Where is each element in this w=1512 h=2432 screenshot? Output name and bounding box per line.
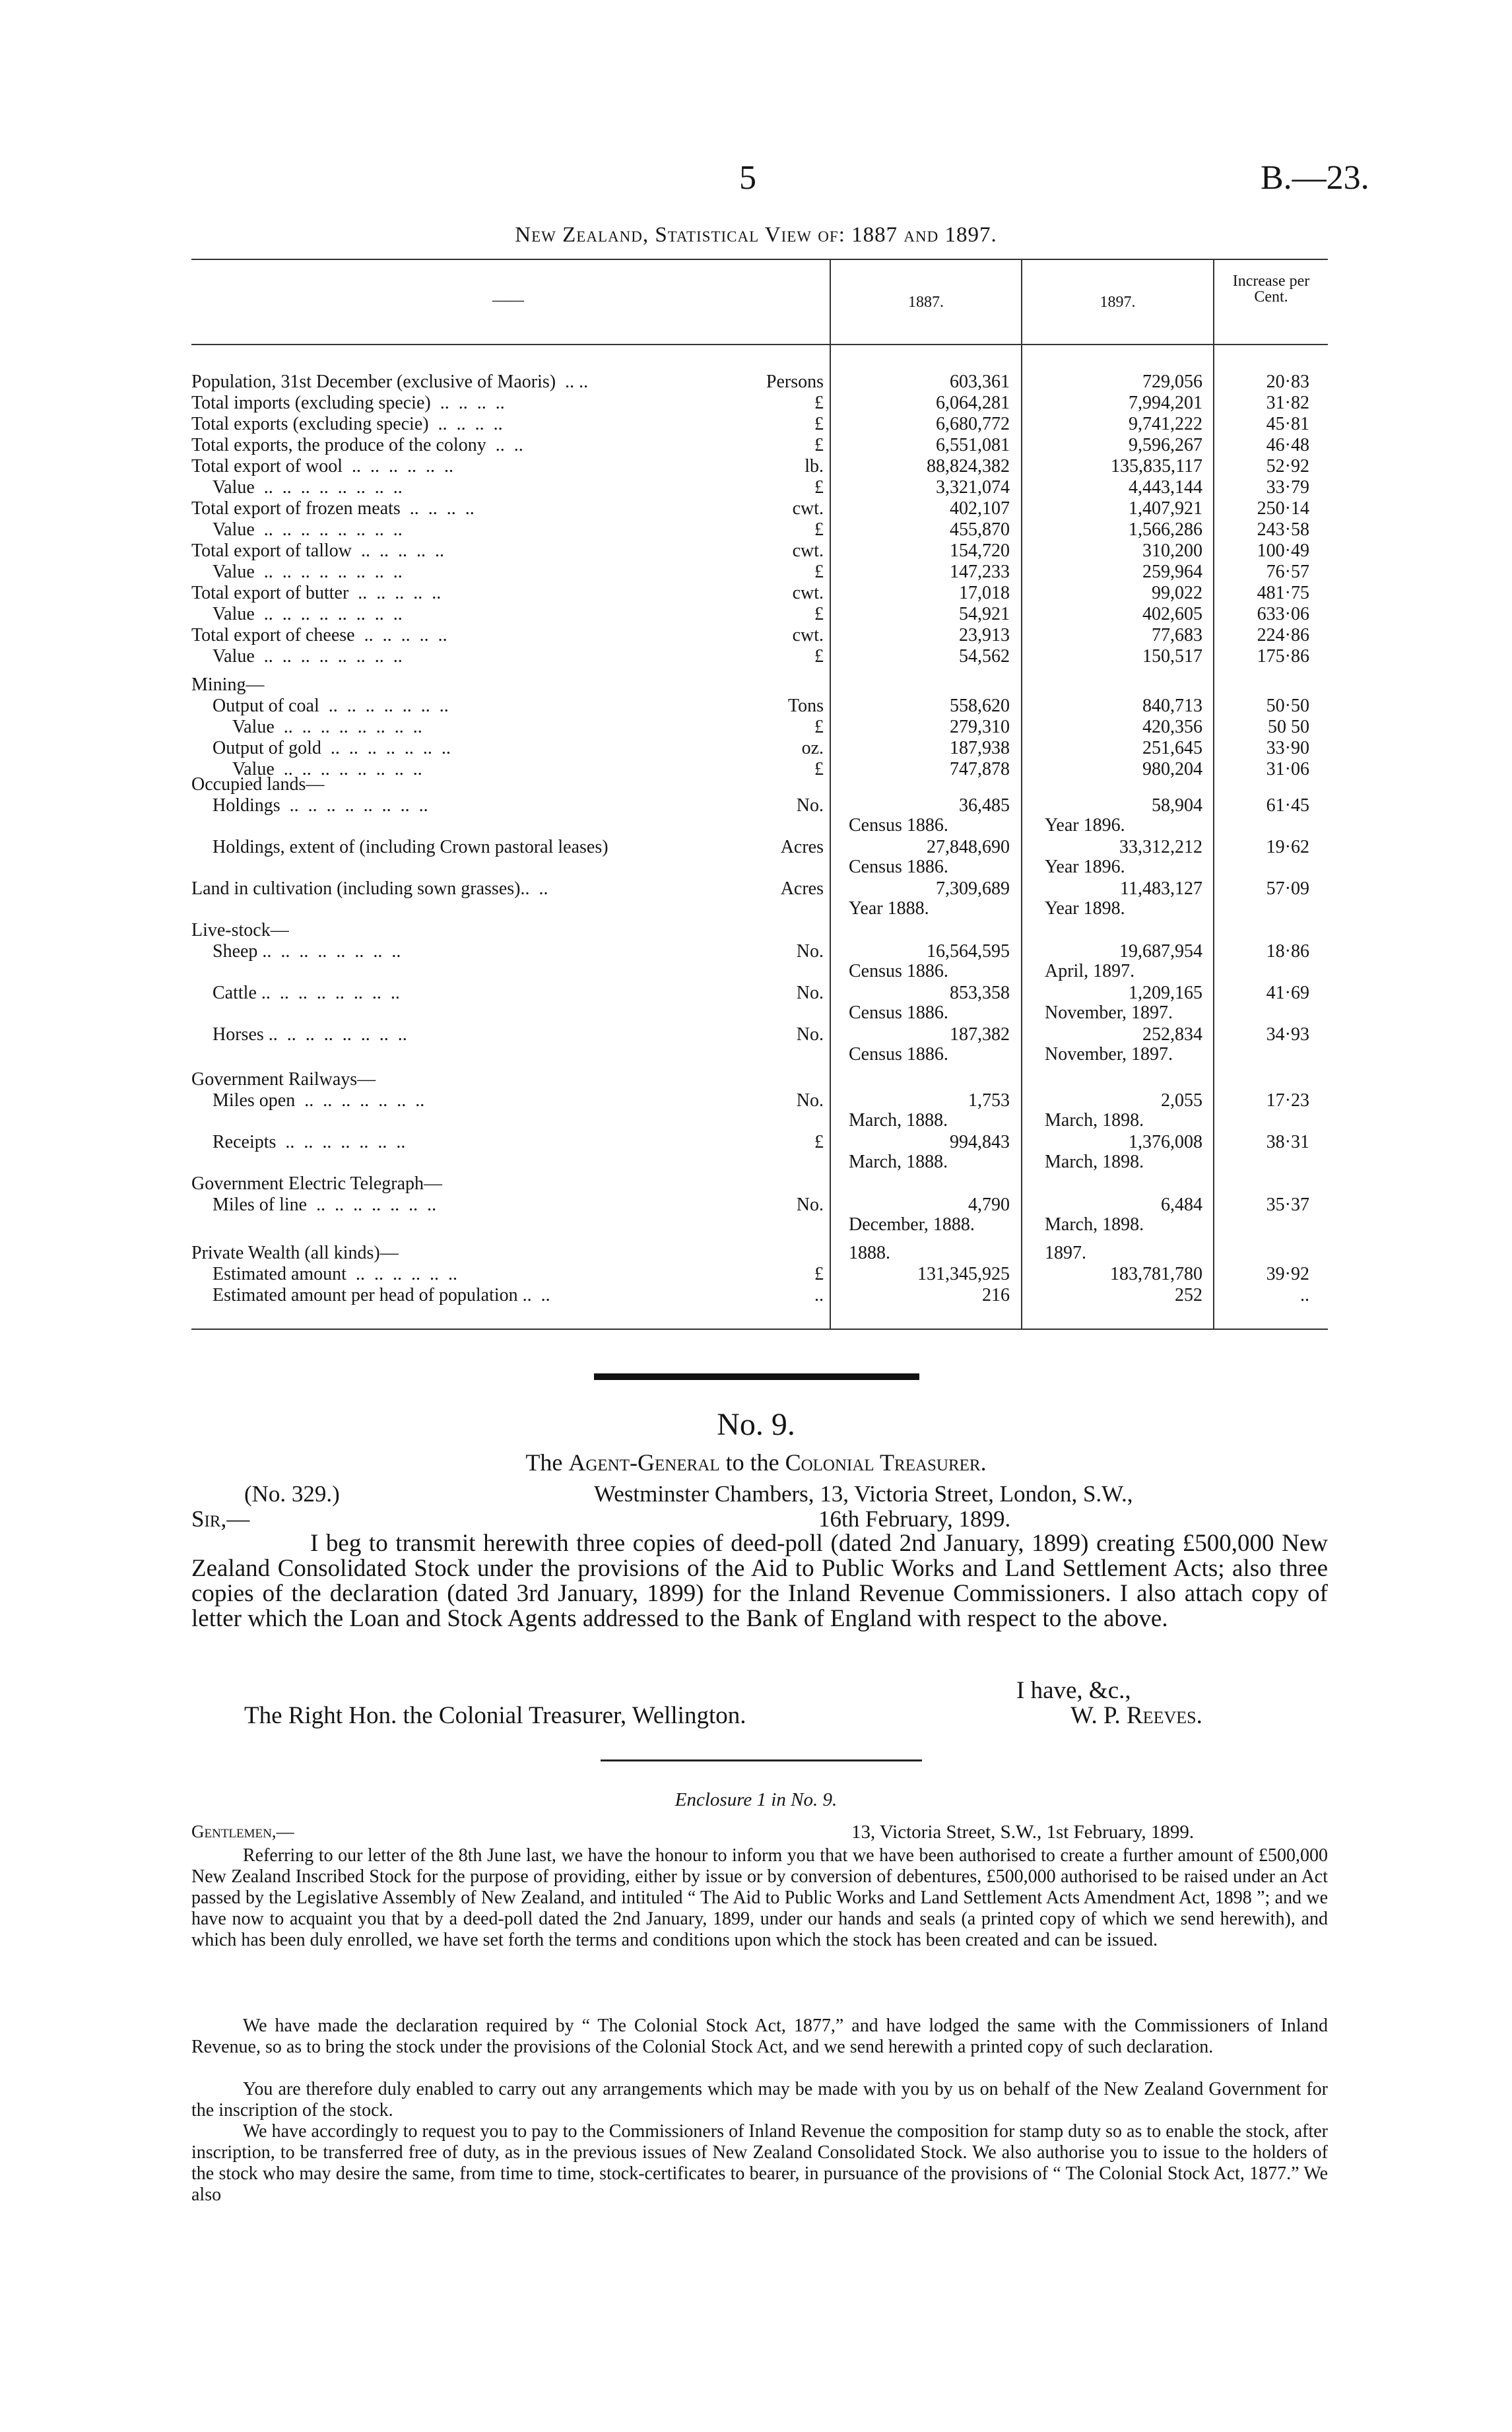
enclosure-salutation: Gentlemen,— — [191, 1822, 294, 1841]
table-row-5-pct: 52·92 — [1266, 456, 1309, 477]
wealth-perhead-row-1887: 216 — [982, 1285, 1010, 1305]
table-row-8-pct: 243·58 — [1257, 519, 1309, 540]
letter-number: No. 9. — [717, 1407, 795, 1442]
railways-receipts-row-1897: 1,376,008 — [1129, 1132, 1202, 1152]
horses-row-source-1887: Census 1886. — [849, 1044, 948, 1065]
mining-row-4-label: Value .. .. .. .. .. .. .. .. — [232, 759, 422, 779]
table-row-5-1897: 135,835,117 — [1111, 456, 1202, 477]
table-row-14-label: Value .. .. .. .. .. .. .. .. — [213, 646, 403, 667]
enclosure-paragraph-3: You are therefore duly enabled to carry out any arrangements which may be made with you by us on behalf of the New Zealand Government for the inscription of the stock. — [191, 2079, 1328, 2120]
enclosure-address: 13, Victoria Street, S.W., 1st February, 1899. — [851, 1822, 1195, 1843]
railways-miles-row-1887: 1,753 — [968, 1090, 1010, 1111]
section-heading-livestock: Live-stock— — [191, 920, 289, 940]
letter-closing: I have, &c., — [1016, 1677, 1131, 1704]
table-row-4-1887: 6,551,081 — [936, 435, 1010, 455]
wealth-perhead-row-1897: 252 — [1175, 1285, 1202, 1305]
holdings-extent-row-unit: Acres — [780, 837, 824, 857]
table-row-13-label: Total export of cheese .. .. .. .. .. — [191, 625, 447, 645]
horses-row-pct: 34·93 — [1266, 1024, 1309, 1045]
mining-row-3-pct: 33·90 — [1266, 738, 1309, 758]
heading-to: Colonial Treasurer. — [785, 1449, 987, 1476]
table-row-12-unit: £ — [814, 604, 824, 624]
table-row-3-1897: 9,741,222 — [1129, 414, 1202, 434]
table-row-14-1897: 150,517 — [1142, 646, 1202, 667]
sheep-row-source-1897: April, 1897. — [1045, 961, 1135, 981]
horses-row-label: Horses .. .. .. .. .. .. .. .. — [213, 1024, 407, 1045]
section-separator-thick — [594, 1373, 919, 1380]
table-row-1-pct: 20·83 — [1266, 372, 1309, 392]
sheep-row-pct: 18·86 — [1266, 941, 1309, 962]
table-row-14-unit: £ — [814, 646, 824, 667]
table-row-9-label: Total export of tallow .. .. .. .. .. — [191, 541, 444, 561]
table-row-6-unit: £ — [814, 477, 824, 498]
table-row-10-1897: 259,964 — [1142, 562, 1202, 582]
table-row-7-1897: 1,407,921 — [1129, 498, 1202, 519]
cultivation-row-label: Land in cultivation (including sown grasses).. .. — [191, 878, 548, 899]
table-row-14-1887: 54,562 — [959, 646, 1010, 667]
table-title: New Zealand, Statistical View of: 1887 and 1897. — [515, 223, 997, 247]
railways-receipts-row-source-1887: March, 1888. — [849, 1152, 948, 1172]
table-row-9-1887: 154,720 — [950, 541, 1010, 561]
table-row-7-1887: 402,107 — [950, 498, 1010, 519]
mining-row-4-1897: 980,204 — [1142, 759, 1202, 779]
telegraph-row-label: Miles of line .. .. .. .. .. .. .. — [213, 1195, 437, 1215]
railways-miles-row-unit: No. — [796, 1090, 824, 1111]
table-row-9-1897: 310,200 — [1142, 541, 1202, 561]
letter-body: I beg to transmit herewith three copies of deed-poll (dated 2nd January, 1899) creating £500,000 New Zealand Consolidated Stock under the provisions of the Aid to Public Works and Land Settlement Acts; also three copies of the declaration (dated 3rd January, 1899) for the Inland Revenue Commissioners. I also attach copy of letter which the Loan and Stock Agents addressed to the Bank of England with respect to the above. — [191, 1530, 1328, 1632]
enclosure-title: Enclosure 1 in No. 9. — [674, 1789, 838, 1810]
sheep-row-source-1887: Census 1886. — [849, 961, 948, 981]
holdings-row-label: Holdings .. .. .. .. .. .. .. .. — [213, 795, 428, 816]
table-row-4-1897: 9,596,267 — [1129, 435, 1202, 455]
mining-row-4-1887: 747,878 — [950, 759, 1010, 779]
table-row-2-label: Total imports (excluding specie) .. .. .. .. — [191, 393, 505, 413]
telegraph-row-source-1897: March, 1898. — [1045, 1214, 1144, 1235]
table-row-7-unit: cwt. — [792, 498, 824, 519]
section-heading-occupied: Occupied lands— — [191, 774, 325, 795]
horses-row-1887: 187,382 — [950, 1024, 1010, 1045]
holdings-row-1897: 58,904 — [1152, 795, 1202, 816]
table-row-3-pct: 45·81 — [1266, 414, 1309, 434]
table-row-11-1887: 17,018 — [959, 583, 1010, 603]
table-row-6-1897: 4,443,144 — [1129, 477, 1202, 498]
enclosure-paragraph-1: Referring to our letter of the 8th June last, we have the honour to inform you that we have been authorised to create a further amount of £500,000 New Zealand Inscribed Stock for the purpose of providing, either by issue or by conversion of debentures, £500,000 authorised to be raised under an Act passed by the Legislative Assembly of New Zealand, and intituled “ The Aid to Public Works and Land Settlement Acts Amendment Act, 1898 ”; and we have now to acquaint you that by a deed-poll dated the 2nd January, 1899, under our hands and seals (a printed copy of which we send herewith), and which has been duly enrolled, we have set forth the terms and conditions upon which the stock has been created and can be issued. — [191, 1845, 1328, 1950]
mining-row-3-label: Output of gold .. .. .. .. .. .. .. — [213, 738, 451, 758]
table-row-13-1897: 77,683 — [1152, 625, 1202, 645]
table-top-rule — [191, 259, 1328, 260]
holdings-extent-row-label: Holdings, extent of (including Crown pastoral leases) — [213, 837, 608, 857]
mining-row-1-unit: Tons — [787, 696, 824, 716]
mining-row-1-1887: 558,620 — [950, 696, 1010, 716]
table-row-7-pct: 250·14 — [1257, 498, 1309, 519]
wealth-estimated-row-unit: £ — [814, 1264, 824, 1284]
table-row-8-1887: 455,870 — [950, 519, 1010, 540]
section-separator-thin — [601, 1759, 922, 1761]
table-row-2-1887: 6,064,281 — [936, 393, 1010, 413]
table-bottom-rule — [191, 1329, 1328, 1330]
holdings-row-1887: 36,485 — [959, 795, 1010, 816]
heading-from: Agent-General — [568, 1449, 720, 1476]
table-row-10-unit: £ — [814, 562, 824, 582]
wealth-perhead-row-pct: .. — [1300, 1285, 1309, 1305]
holdings-extent-row-pct: 19·62 — [1266, 837, 1309, 857]
table-row-11-pct: 481·75 — [1257, 583, 1309, 603]
table-row-13-pct: 224·86 — [1257, 625, 1309, 645]
section-heading-telegraph: Government Electric Telegraph— — [191, 1173, 443, 1194]
cattle-row-1897: 1,209,165 — [1129, 983, 1202, 1003]
table-row-8-1897: 1,566,286 — [1129, 519, 1202, 540]
cultivation-row-source-1887: Year 1888. — [849, 898, 929, 919]
holdings-extent-row-source-1897: Year 1896. — [1045, 857, 1125, 877]
cattle-row-label: Cattle .. .. .. .. .. .. .. .. — [213, 983, 400, 1003]
table-row-5-unit: lb. — [805, 456, 824, 477]
wealth-estimated-row-1887: 131,345,925 — [917, 1264, 1010, 1284]
table-row-13-1887: 23,913 — [959, 625, 1010, 645]
mining-row-3-1887: 187,938 — [950, 738, 1010, 758]
mining-row-2-unit: £ — [814, 717, 824, 737]
railways-miles-row-source-1887: March, 1888. — [849, 1110, 948, 1131]
section-heading-railways: Government Railways— — [191, 1069, 376, 1090]
table-row-1-unit: Persons — [766, 372, 824, 392]
mining-row-2-1897: 420,356 — [1142, 717, 1202, 737]
header-1897: 1897. — [1100, 294, 1136, 311]
railways-receipts-row-label: Receipts .. .. .. .. .. .. .. — [213, 1132, 406, 1152]
table-row-5-label: Total export of wool .. .. .. .. .. .. — [191, 456, 453, 477]
cattle-row-source-1897: November, 1897. — [1045, 1002, 1173, 1023]
cultivation-row-unit: Acres — [780, 878, 824, 899]
sheep-row-unit: No. — [796, 941, 824, 962]
wealth-perhead-row-label: Estimated amount per head of population .. .. — [213, 1285, 550, 1305]
telegraph-row-pct: 35·37 — [1266, 1195, 1309, 1215]
railways-miles-row-1897: 2,055 — [1161, 1090, 1202, 1111]
cattle-row-1887: 853,358 — [950, 983, 1010, 1003]
mining-row-2-1887: 279,310 — [950, 717, 1010, 737]
telegraph-row-1887: 4,790 — [968, 1195, 1010, 1215]
table-row-12-1897: 402,605 — [1142, 604, 1202, 624]
horses-row-1897: 252,834 — [1142, 1024, 1202, 1045]
table-row-12-pct: 633·06 — [1257, 604, 1309, 624]
table-row-3-unit: £ — [814, 414, 824, 434]
page-number: 5 — [739, 159, 756, 197]
mining-row-1-label: Output of coal .. .. .. .. .. .. .. — [213, 696, 449, 716]
cattle-row-source-1887: Census 1886. — [849, 1002, 948, 1023]
table-row-4-pct: 46·48 — [1266, 435, 1309, 455]
holdings-row-unit: No. — [796, 795, 824, 816]
enclosure-paragraph-2: We have made the declaration required by “ The Colonial Stock Act, 1877,” and have lodged the same with the Commissioners of Inland Revenue, so as to bring the stock under the provisions of the Colonial Stock Act, and we send herewith a printed copy of such declaration. — [191, 2016, 1328, 2057]
wealth-estimated-row-1897: 183,781,780 — [1110, 1264, 1202, 1284]
mining-row-3-1897: 251,645 — [1142, 738, 1202, 758]
holdings-row-pct: 61·45 — [1266, 795, 1309, 816]
holdings-row-source-1897: Year 1896. — [1045, 815, 1125, 836]
mining-row-1-pct: 50·50 — [1266, 696, 1309, 716]
wealth-estimated-row-pct: 39·92 — [1266, 1264, 1309, 1284]
table-row-8-label: Value .. .. .. .. .. .. .. .. — [213, 519, 403, 540]
enclosure-paragraph-4: We have accordingly to request you to pay to the Commissioners of Inland Revenue the composition for stamp duty so as to enable the stock, after inscription, to be transferred free of duty, as in the previous issues of New Zealand Consolidated Stock. We also authorise you to issue to the holders of the stock who may desire the same, from time to time, stock-certificates to bearer, in pursuance of the provisions of “ The Colonial Stock Act, 1877.” We also — [191, 2121, 1328, 2205]
table-row-12-label: Value .. .. .. .. .. .. .. .. — [213, 604, 403, 624]
holdings-extent-row-1897: 33,312,212 — [1119, 837, 1202, 857]
column-divider-1897 — [1021, 259, 1022, 1329]
table-row-14-pct: 175·86 — [1257, 646, 1309, 667]
wealth-perhead-row-unit: .. — [814, 1285, 824, 1305]
table-row-11-unit: cwt. — [792, 583, 824, 603]
cultivation-row-source-1897: Year 1898. — [1045, 898, 1125, 919]
heading-pre: The — [525, 1449, 563, 1476]
sheep-row-1897: 19,687,954 — [1119, 941, 1202, 962]
wealth-estimated-row-label: Estimated amount .. .. .. .. .. .. — [213, 1264, 457, 1284]
column-divider-1887 — [830, 259, 831, 1329]
table-row-1-label: Population, 31st December (exclusive of Maoris) .. .. — [191, 372, 589, 392]
sheep-row-1887: 16,564,595 — [927, 941, 1010, 962]
table-row-1-1897: 729,056 — [1142, 372, 1202, 392]
table-row-11-label: Total export of butter .. .. .. .. .. — [191, 583, 442, 603]
holdings-extent-row-1887: 27,848,690 — [927, 837, 1010, 857]
header-increase-per-cent: Increase per Cent. — [1232, 273, 1310, 306]
cattle-row-unit: No. — [796, 983, 824, 1003]
table-row-3-1887: 6,680,772 — [936, 414, 1010, 434]
holdings-extent-row-source-1887: Census 1886. — [849, 857, 948, 877]
header-label-dash: —— — [492, 292, 524, 309]
table-header-rule — [191, 344, 1328, 345]
mining-row-2-pct: 50 50 — [1268, 717, 1309, 737]
telegraph-row-1897: 6,484 — [1161, 1195, 1202, 1215]
table-row-10-pct: 76·57 — [1266, 562, 1309, 582]
column-divider-pct — [1213, 259, 1214, 1329]
mining-row-4-pct: 31·06 — [1266, 759, 1309, 779]
horses-row-source-1897: November, 1897. — [1045, 1044, 1173, 1065]
wealth-year-1887: 1888. — [849, 1243, 890, 1263]
section-heading-mining: Mining— — [191, 674, 265, 695]
telegraph-row-source-1887: December, 1888. — [849, 1214, 975, 1235]
section-heading-wealth: Private Wealth (all kinds)— — [191, 1243, 399, 1263]
letter-reference: (No. 329.) — [244, 1481, 340, 1507]
telegraph-row-unit: No. — [796, 1195, 824, 1215]
heading-mid: to the — [725, 1449, 779, 1476]
document-reference: B.—23. — [1261, 159, 1369, 197]
table-row-8-unit: £ — [814, 519, 824, 540]
table-row-12-1887: 54,921 — [959, 604, 1010, 624]
header-1887: 1887. — [908, 294, 944, 311]
railways-miles-row-source-1897: March, 1898. — [1045, 1110, 1144, 1131]
railways-receipts-row-source-1897: March, 1898. — [1045, 1152, 1144, 1172]
table-row-9-unit: cwt. — [792, 541, 824, 561]
table-row-7-label: Total export of frozen meats .. .. .. .. — [191, 498, 475, 519]
cultivation-row-1897: 11,483,127 — [1120, 878, 1202, 899]
mining-row-1-1897: 840,713 — [1142, 696, 1202, 716]
mining-row-3-unit: oz. — [801, 738, 824, 758]
railways-receipts-row-unit: £ — [814, 1132, 824, 1152]
table-row-2-1897: 7,994,201 — [1129, 393, 1202, 413]
table-row-13-unit: cwt. — [792, 625, 824, 645]
railways-receipts-row-1887: 994,843 — [950, 1132, 1010, 1152]
letter-salutation: Sir,— — [191, 1506, 250, 1532]
holdings-row-source-1887: Census 1886. — [849, 815, 948, 836]
cultivation-row-pct: 57·09 — [1266, 878, 1309, 899]
railways-receipts-row-pct: 38·31 — [1266, 1132, 1309, 1152]
railways-miles-row-label: Miles open .. .. .. .. .. .. .. — [213, 1090, 425, 1111]
table-row-6-pct: 33·79 — [1266, 477, 1309, 498]
wealth-year-1897: 1897. — [1045, 1243, 1086, 1263]
table-row-4-label: Total exports, the produce of the colony .. .. — [191, 435, 523, 455]
table-row-10-1887: 147,233 — [950, 562, 1010, 582]
letter-heading — [0, 1449, 1512, 1476]
table-row-3-label: Total exports (excluding specie) .. .. .. .. — [191, 414, 503, 434]
letter-date: 16th February, 1899. — [818, 1506, 1011, 1532]
cattle-row-pct: 41·69 — [1266, 983, 1309, 1003]
table-row-1-1887: 603,361 — [950, 372, 1010, 392]
table-row-6-label: Value .. .. .. .. .. .. .. .. — [213, 477, 403, 498]
railways-miles-row-pct: 17·23 — [1266, 1090, 1309, 1111]
mining-row-4-unit: £ — [814, 759, 824, 779]
mining-row-2-label: Value .. .. .. .. .. .. .. .. — [232, 717, 422, 737]
letter-address: Westminster Chambers, 13, Victoria Street, London, S.W., — [594, 1481, 1133, 1507]
table-row-5-1887: 88,824,382 — [927, 456, 1010, 477]
table-row-6-1887: 3,321,074 — [936, 477, 1010, 498]
letter-addressee: The Right Hon. the Colonial Treasurer, Wellington. — [244, 1702, 746, 1729]
table-row-2-unit: £ — [814, 393, 824, 413]
table-row-2-pct: 31·82 — [1266, 393, 1309, 413]
letter-signature: W. P. Reeves. — [1070, 1702, 1202, 1729]
table-row-9-pct: 100·49 — [1257, 541, 1309, 561]
sheep-row-label: Sheep .. .. .. .. .. .. .. .. — [213, 941, 401, 962]
table-row-11-1897: 99,022 — [1152, 583, 1202, 603]
table-row-4-unit: £ — [814, 435, 824, 455]
horses-row-unit: No. — [796, 1024, 824, 1045]
table-row-10-label: Value .. .. .. .. .. .. .. .. — [213, 562, 403, 582]
cultivation-row-1887: 7,309,689 — [936, 878, 1010, 899]
